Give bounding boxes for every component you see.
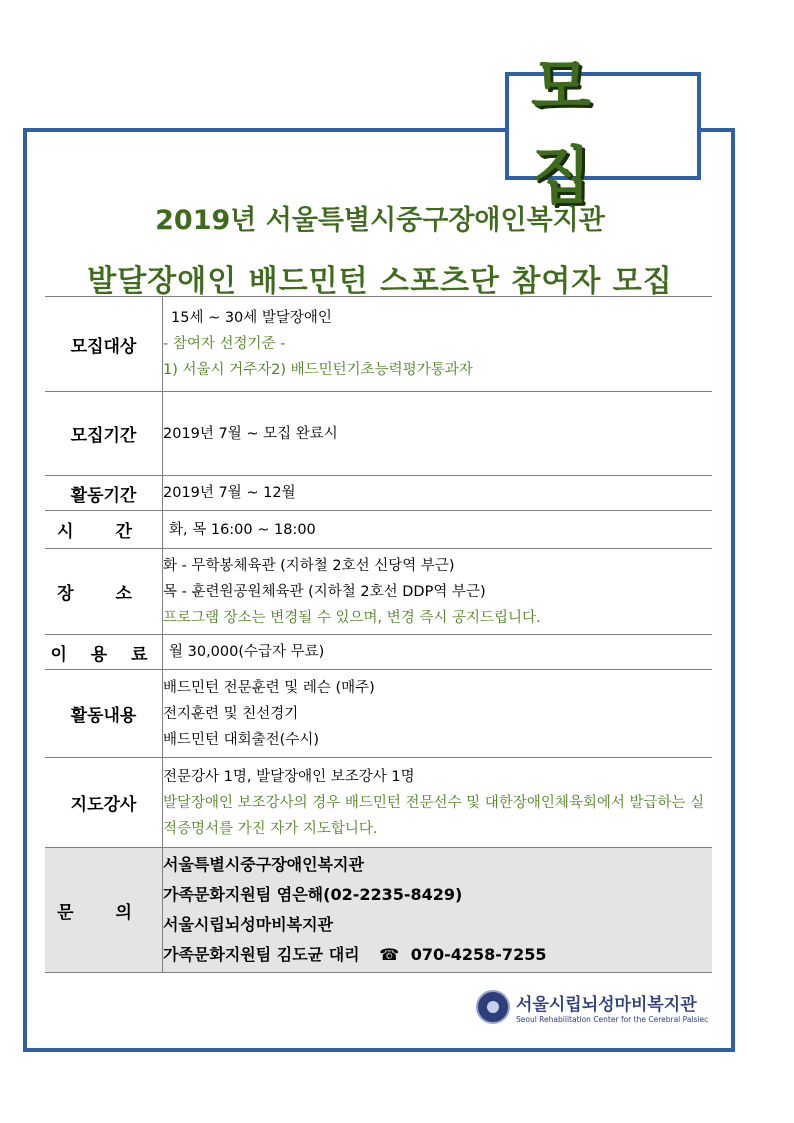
org-logo: [476, 990, 708, 1024]
value-time: [163, 511, 713, 549]
inquiry-contact-name: 가족문화지원팀 김도균 대리: [163, 945, 360, 964]
title-line-2: 발달장애인 배드민턴 스포츠단 참여자 모집: [87, 264, 673, 299]
logo-text: [516, 990, 708, 1024]
value-recruit-period: 2019년 7월 ~ 모집 완료시: [163, 392, 713, 476]
badge-text: 모 집: [531, 50, 613, 212]
label-inquiry: 문 의: [45, 848, 163, 973]
row-recruit-period: [45, 392, 712, 476]
value-activity-period: 2019년 7월 ~ 12월: [163, 476, 713, 511]
time-text: 화, 목 16:00 ~ 18:00: [169, 521, 316, 538]
seal-icon: [476, 990, 510, 1024]
place-line-1: 화 - 무학봉체육관 (지하철 2호선 신당역 부근): [163, 557, 455, 574]
row-target: [45, 297, 712, 392]
row-inquiry: [45, 848, 712, 973]
logo-name-en: Seoul Rehabilitation Center for the Cerebral Palsiec: [516, 1015, 709, 1024]
target-line-3: 1) 서울시 거주자2) 배드민턴기초능력평가통과자: [163, 362, 473, 378]
target-line-2: - 참여자 선정기준 -: [163, 336, 286, 352]
inquiry-phone: 070-4258-7255: [410, 945, 547, 964]
label-target: 모집대상: [45, 297, 163, 392]
inquiry-line-4: [163, 940, 712, 970]
target-line-1: 15세 ~ 30세 발달장애인: [171, 310, 332, 326]
content-line-2: 전지훈련 및 친선경기: [163, 705, 299, 722]
inquiry-line-1: 서울특별시중구장애인복지관: [163, 855, 364, 874]
place-line-3: 프로그램 장소는 변경될 수 있으며, 변경 즉시 공지드립니다.: [163, 609, 541, 626]
label-instructor: 지도강사: [45, 758, 163, 848]
row-instructor: [45, 758, 712, 848]
value-instructor: [163, 758, 713, 848]
instructor-line-2: 발달장애인 보조강사의 경우 배드민턴 전문선수 및 대한장애인체육회에서 발급하는 실적증명서를 가진 자가 지도합니다.: [163, 794, 705, 837]
instructor-line-1: 전문강사 1명, 발달장애인 보조강사 1명: [163, 768, 415, 785]
row-activity-period: [45, 476, 712, 511]
title-line-1: 2019년 서울특별시중구장애인복지관: [155, 205, 605, 236]
value-content: [163, 670, 713, 758]
value-target: [163, 297, 713, 392]
row-place: [45, 549, 712, 635]
label-fee: 이 용 료: [45, 635, 163, 670]
label-recruit-period: 모집기간: [45, 392, 163, 476]
logo-name-ko: 서울시립뇌성마비복지관: [516, 995, 697, 1015]
value-place: [163, 549, 713, 635]
content-line-1: 배드민턴 전문훈련 및 레슨 (매주): [163, 679, 375, 696]
fee-text: 월 30,000(수급자 무료): [169, 644, 325, 660]
info-table: [45, 296, 712, 973]
label-time: 시 간: [45, 511, 163, 549]
recruit-badge: [505, 50, 701, 212]
label-place: 장 소: [45, 549, 163, 635]
content-line-3: 배드민턴 대회출전(수시): [163, 731, 319, 748]
label-content: 활동내용: [45, 670, 163, 758]
row-fee: [45, 635, 712, 670]
row-content: [45, 670, 712, 758]
row-time: [45, 511, 712, 549]
value-inquiry: [163, 848, 713, 973]
place-line-2: 목 - 훈련원공원체육관 (지하철 2호선 DDP역 부근): [163, 583, 486, 600]
label-activity-period: 활동기간: [45, 476, 163, 511]
phone-icon: ☎: [379, 945, 400, 964]
inquiry-line-2: 가족문화지원팀 염은해(02-2235-8429): [163, 885, 463, 904]
value-fee: [163, 635, 713, 670]
inquiry-line-3: 서울시립뇌성마비복지관: [163, 915, 334, 934]
